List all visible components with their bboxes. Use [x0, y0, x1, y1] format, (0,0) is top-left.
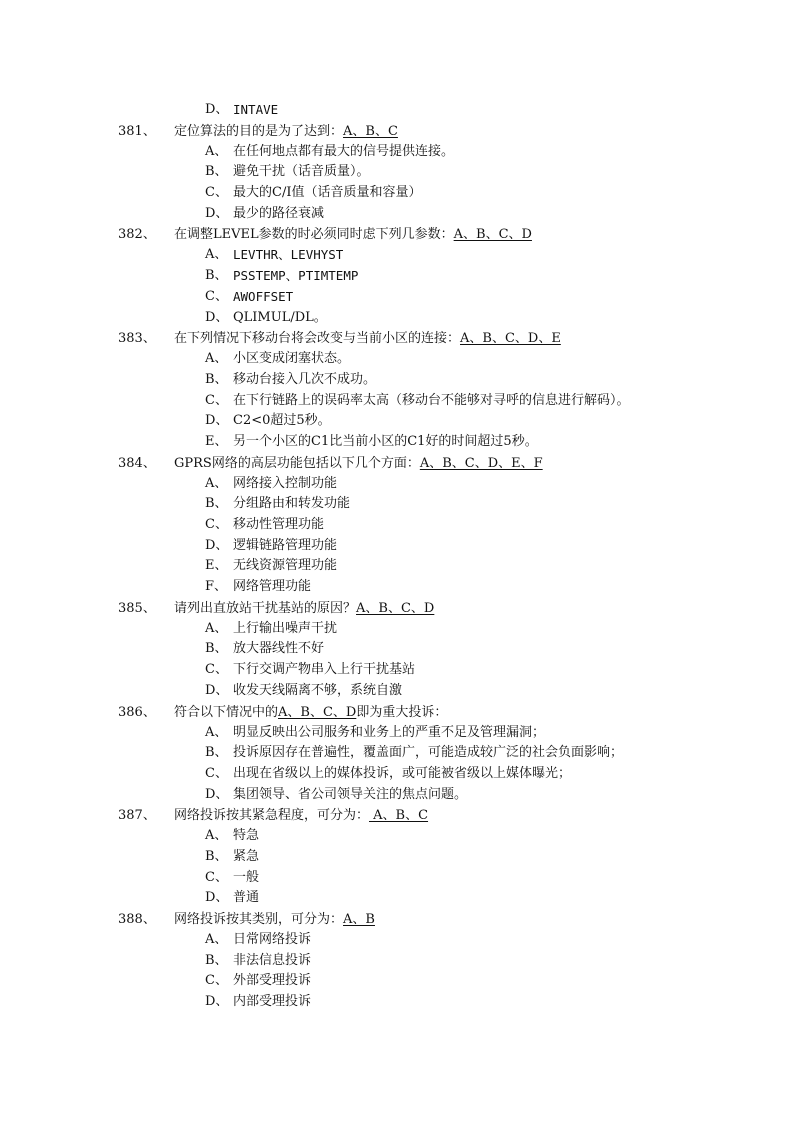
option-text: 网络管理功能	[233, 579, 312, 595]
option-text: 移动台接入几次不成功。	[233, 371, 377, 387]
answer-key: A、B、C	[343, 123, 398, 139]
question-line	[0, 598, 800, 619]
option-text: 外部受理投诉	[233, 973, 312, 989]
answer-key: A、B、C、D	[453, 227, 532, 243]
question-prefix: 符合以下情况中的	[174, 704, 279, 720]
option-line	[0, 930, 800, 951]
option-text: 避免干扰（话音质量）。	[233, 164, 370, 180]
option-text: 无线资源管理功能	[233, 558, 338, 574]
option-line	[0, 162, 800, 183]
question-number: 385、	[118, 600, 156, 616]
option-line	[0, 826, 800, 847]
option-label: D、	[205, 994, 229, 1010]
option-label: D、	[205, 102, 229, 117]
question-text	[174, 598, 434, 619]
option-label: A、	[205, 143, 228, 159]
option-text: 投诉原因存在普遍性，覆盖面广，可能造成较广泛的社会负面影响；	[233, 745, 624, 761]
question-block	[0, 598, 800, 702]
question-number: 388、	[118, 912, 156, 927]
option-line	[0, 349, 800, 370]
option-text: PSSTEMP、PTIMTEMP	[233, 268, 359, 284]
option-text: 下行交调产物串入上行干扰基站	[233, 662, 416, 678]
option-text: LEVTHR、LEVHYST	[233, 247, 344, 263]
option-label: B、	[205, 496, 228, 512]
question-text	[174, 909, 375, 930]
option-label: E、	[205, 433, 228, 449]
option-label: C、	[205, 765, 228, 781]
answer-key: A、B、C	[369, 808, 429, 824]
option-text: 出现在省级以上的媒体投诉，或可能被省级以上媒体曝光；	[233, 765, 572, 781]
question-block	[0, 909, 800, 1013]
question-line	[0, 702, 800, 723]
question-block	[0, 702, 800, 806]
option-line	[0, 245, 800, 266]
option-label: D、	[205, 413, 229, 429]
option-text: INTAVE	[233, 102, 279, 117]
question-prefix: 在调整LEVEL参数的时必须同时虑下列几参数：	[174, 227, 454, 243]
option-line	[0, 556, 800, 577]
option-text: 紧急	[233, 848, 260, 864]
option-label: E、	[205, 558, 228, 574]
answer-key: A、B、C、D、E	[460, 331, 561, 347]
answer-key: A、B、C、D	[278, 704, 357, 720]
question-block	[0, 224, 800, 328]
option-line	[0, 308, 800, 329]
option-label: A、	[205, 247, 228, 263]
option-line	[0, 432, 800, 453]
option-label: F、	[205, 579, 228, 595]
question-number: 384、	[118, 455, 156, 471]
question-prefix: 网络投诉按其类别，可分为：	[174, 912, 344, 927]
option-line	[0, 743, 800, 764]
option-line	[0, 619, 800, 640]
question-number: 387、	[118, 808, 156, 824]
question-line	[0, 224, 800, 245]
option-label: A、	[205, 932, 228, 947]
question-number: 383、	[118, 331, 156, 347]
option-text: QLIMUL/DL。	[233, 309, 327, 325]
option-line	[0, 785, 800, 806]
option-label: B、	[205, 268, 228, 284]
option-line	[0, 847, 800, 868]
option-label: B、	[205, 164, 228, 180]
option-label: C、	[205, 517, 228, 532]
option-text: 分组路由和转发功能	[233, 496, 351, 512]
option-text: 日常网络投诉	[233, 932, 312, 947]
option-text: 在下行链路上的误码率太高（移动台不能够对寻呼的信息进行解码）。	[233, 392, 630, 408]
option-label: C、	[205, 185, 228, 201]
option-label: B、	[205, 745, 228, 761]
option-line	[0, 266, 800, 287]
option-label: A、	[205, 724, 228, 740]
option-label: D、	[205, 786, 229, 802]
option-line	[0, 411, 800, 432]
option-line	[0, 474, 800, 495]
option-line	[0, 142, 800, 163]
option-label: D、	[205, 309, 229, 325]
option-label: B、	[205, 952, 228, 968]
option-text: C2<0超过5秒。	[233, 413, 331, 429]
question-line	[0, 909, 800, 930]
option-label: C、	[205, 662, 228, 678]
question-text	[174, 224, 532, 245]
option-line	[0, 391, 800, 412]
option-text: 内部受理投诉	[233, 994, 312, 1010]
option-text: 网络接入控制功能	[233, 475, 338, 491]
question-text	[174, 121, 398, 142]
question-text	[174, 805, 428, 826]
question-block	[0, 100, 800, 121]
answer-key: A、B	[343, 912, 375, 927]
option-label: D、	[205, 890, 229, 906]
question-number: 386、	[118, 704, 156, 720]
question-prefix: 网络投诉按其紧急程度，可分为：	[174, 808, 370, 824]
option-text: 特急	[233, 828, 260, 844]
option-line	[0, 681, 800, 702]
question-prefix: 定位算法的目的是为了达到：	[174, 123, 344, 139]
option-text: 非法信息投诉	[233, 952, 312, 968]
question-block	[0, 121, 800, 225]
option-label: A、	[205, 828, 228, 844]
option-line	[0, 639, 800, 660]
option-text: 另一个小区的C1比当前小区的C1好的时间超过5秒。	[233, 433, 538, 449]
question-block	[0, 453, 800, 598]
option-line	[0, 951, 800, 972]
question-prefix: 在下列情况下移动台将会改变与当前小区的连接：	[174, 331, 461, 347]
answer-key: A、B、C、D、E、F	[419, 455, 543, 471]
question-block	[0, 805, 800, 909]
question-number: 381、	[118, 123, 156, 139]
option-text: 在任何地点都有最大的信号提供连接。	[233, 143, 455, 159]
option-text: 收发天线隔离不够，系统自激	[233, 682, 403, 698]
question-prefix: 请列出直放站干扰基站的原因？	[174, 600, 357, 616]
question-text	[174, 702, 447, 723]
question-line	[0, 453, 800, 474]
question-number: 382、	[118, 227, 156, 243]
option-text: 最大的C/I值（话音质量和容量）	[233, 185, 422, 201]
option-label: B、	[205, 641, 228, 657]
option-line	[0, 204, 800, 225]
option-line	[0, 370, 800, 391]
option-line	[0, 888, 800, 909]
option-line	[0, 868, 800, 889]
option-line	[0, 764, 800, 785]
option-text: 一般	[233, 869, 260, 885]
option-label: C、	[205, 288, 228, 304]
option-label: C、	[205, 392, 228, 408]
option-line	[0, 971, 800, 992]
option-label: B、	[205, 848, 228, 864]
question-line	[0, 121, 800, 142]
option-line	[0, 494, 800, 515]
option-text: 逻辑链路管理功能	[233, 537, 338, 553]
option-line	[0, 577, 800, 598]
question-line	[0, 805, 800, 826]
option-text: 最少的路径衰减	[233, 205, 325, 221]
option-line	[0, 100, 800, 121]
option-text: 放大器线性不好	[233, 641, 325, 657]
option-label: B、	[205, 371, 228, 387]
option-text: 小区变成闭塞状态。	[233, 351, 351, 367]
option-line	[0, 183, 800, 204]
question-suffix: 即为重大投诉：	[356, 704, 448, 720]
option-text: 上行输出噪声干扰	[233, 620, 338, 636]
answer-key: A、B、C、D	[356, 600, 435, 616]
option-text: 普通	[233, 890, 260, 906]
question-prefix: GPRS网络的高层功能包括以下几个方面：	[174, 455, 420, 471]
option-line	[0, 515, 800, 536]
option-line	[0, 723, 800, 744]
option-label: C、	[205, 869, 228, 885]
option-text: 明显反映出公司服务和业务上的严重不足及管理漏洞；	[233, 724, 546, 740]
option-text: AWOFFSET	[233, 288, 294, 304]
option-label: D、	[205, 537, 229, 553]
option-line	[0, 287, 800, 308]
question-line	[0, 328, 800, 349]
option-line	[0, 536, 800, 557]
option-line	[0, 992, 800, 1013]
option-label: C、	[205, 973, 228, 989]
option-label: A、	[205, 351, 228, 367]
option-line	[0, 660, 800, 681]
option-label: D、	[205, 682, 229, 698]
option-text: 移动性管理功能	[233, 517, 325, 532]
question-text	[174, 328, 561, 349]
document-page	[0, 100, 800, 1013]
option-text: 集团领导、省公司领导关注的焦点问题。	[233, 786, 468, 802]
option-label: D、	[205, 205, 229, 221]
question-text	[174, 453, 543, 474]
option-label: A、	[205, 620, 228, 636]
question-block	[0, 328, 800, 452]
option-label: A、	[205, 475, 228, 491]
